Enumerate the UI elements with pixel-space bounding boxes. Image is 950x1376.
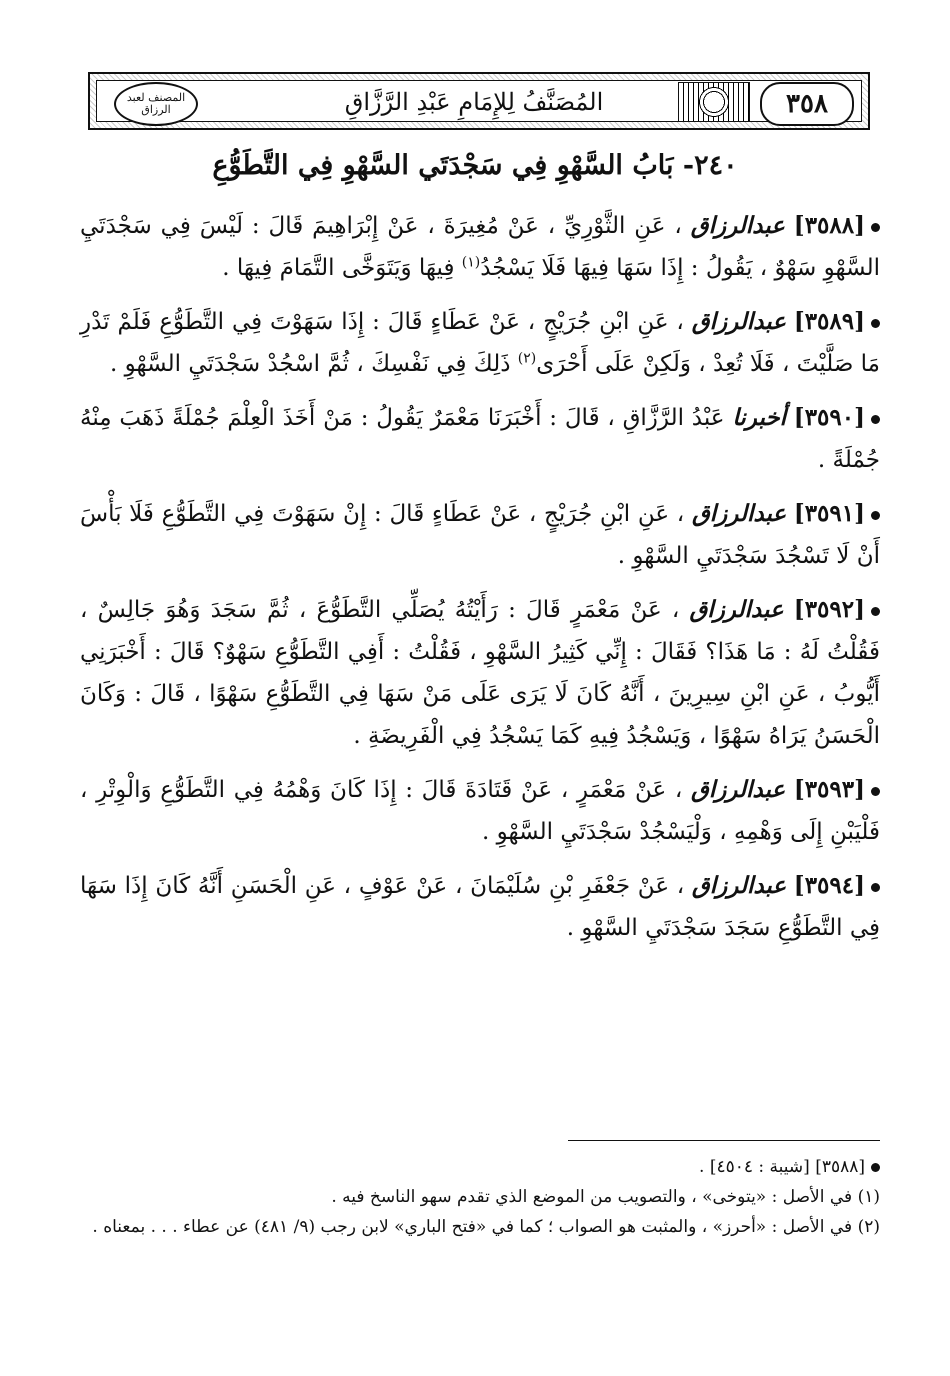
hadith-entry [80, 769, 880, 853]
hadith-number: [٣٥٨٩] [793, 308, 866, 335]
bullet-icon [871, 607, 880, 616]
hadith-text: ، عَنِ ابْنِ جُرَيْجٍ ، عَنْ عَطَاءٍ قَالَ : إِنْ سَهَوْتَ فِي التَّطَوُّعِ فَلَا بَأْسَ أَنْ لَا تَسْجُدَ سَجْدَتَيِ السَّهْوِ . [80, 501, 880, 569]
ornament-icon [678, 82, 750, 122]
narrator: عبدالرزاق [691, 500, 787, 527]
footnote-source-text: [٣٥٨٨] [شيبة : ٤٥٠٤] . [699, 1157, 865, 1177]
hadith-text: ، عَنْ مَعْمَرٍ ، عَنْ قَتَادَةَ قَالَ : إِذَا كَانَ وَهْمُهُ فِي التَّطَوُّعِ وَالْوِتْرِ ، فَلْيَبْنِ إِلَى وَهْمِهِ ، وَلْيَسْجُدْ سَجْدَتَيِ السَّهْوِ . [80, 777, 880, 845]
hadith-text-cont: ذَلِكَ فِي نَفْسِكَ ، ثُمَّ اسْجُدْ سَجْدَتَيِ السَّهْوِ . [110, 351, 511, 377]
seal-text: المصنف لعبد الرزاق [126, 91, 186, 116]
footnote-source [80, 1152, 880, 1182]
hadith-number: [٣٥٨٨] [793, 212, 865, 239]
bullet-icon [871, 787, 880, 796]
hadith-number: [٣٥٩٢] [793, 596, 865, 623]
narrator: عبدالرزاق [691, 872, 787, 899]
hadith-number: [٣٥٩٤] [793, 872, 865, 899]
narrator: عبدالرزاق [689, 596, 784, 623]
footnote-divider [568, 1140, 880, 1141]
bullet-icon [871, 883, 880, 892]
chapter-title: ٢٤٠- بَابُ السَّهْوِ فِي سَجْدَتَي السَّهْوِ فِي التَّطَوُّعِ [212, 150, 738, 181]
bullet-icon [871, 1163, 880, 1172]
hadith-entry [80, 205, 880, 289]
bullet-icon [871, 511, 880, 520]
hadith-entry [80, 493, 880, 577]
book-seal-logo [114, 82, 198, 126]
hadith-entry [80, 301, 880, 385]
hadith-text: ، عَنِ ابْنِ جُرَيْجٍ ، عَنْ عَطَاءٍ قَالَ : إِذَا سَهَوْتَ فِي التَّطَوُّعِ فَلَمْ تَدْرِ مَا صَلَّيْتَ ، فَلَا تُعِدْ ، وَلَكِنْ عَلَى أَحْرَى [80, 309, 880, 377]
hadith-text: ، عَنْ جَعْفَرِ بْنِ سُلَيْمَانَ ، عَنْ عَوْفٍ ، عَنِ الْحَسَنِ أَنَّهُ كَانَ إِذَا سَهَا فِي التَّطَوُّعِ سَجَدَ سَجْدَتَيِ السَّهْوِ . [80, 873, 880, 941]
footnotes [80, 1152, 880, 1242]
hadith-entry [80, 397, 880, 481]
narrator: عبدالرزاق [690, 212, 785, 239]
hadith-text: ، عَنِ الثَّوْرِيِّ ، عَنْ مُغِيرَةَ ، عَنْ إِبْرَاهِيمَ قَالَ : لَيْسَ فِي سَجْدَتَيِ السَّهْوِ سَهْوٌ ، يَقُولُ : إِذَا سَهَا فِيهَا فَلَا يَسْجُدُ [80, 213, 880, 281]
hadith-text-cont: فِيهَا وَيَتَوَخَّى التَّمَامَ فِيهَا . [222, 255, 455, 281]
footnote-2: (٢) في الأصل : «أحرز» ، والمثبت هو الصواب ؛ كما في «فتح الباري» لابن رجب (٩/ ٤٨١) عن عطاء . . . بمعناه . [92, 1217, 880, 1237]
narrator: عبدالرزاق [690, 776, 786, 803]
page-number: ٣٥٨ [760, 82, 854, 126]
hadith-entry [80, 589, 880, 757]
hadith-number: [٣٥٩٠] [793, 404, 865, 431]
running-title: المُصَنَّفُ لِلإِمَامِ عَبْدِ الرَّزَّاقِ [344, 88, 604, 116]
bullet-icon [871, 415, 880, 424]
hadith-entries [80, 205, 880, 949]
hadith-text: عَبْدُ الرَّزَّاقِ ، قَالَ : أَخْبَرَنَا مَعْمَرٌ يَقُولُ : مَنْ أَخَذَ الْعِلْمَ جُمْلَةً ذَهَبَ مِنْهُ جُمْلَةً . [80, 405, 880, 473]
page-header [88, 72, 870, 130]
narrator: أخبرنا [732, 404, 786, 431]
hadith-number: [٣٥٩١] [793, 500, 866, 527]
footnote-mark[interactable]: (١) [461, 254, 481, 271]
bullet-icon [871, 319, 880, 328]
footnote-1: (١) في الأصل : «يتوخى» ، والتصويب من الموضع الذي تقدم سهو الناسخ فيه . [331, 1187, 880, 1207]
hadith-number: [٣٥٩٣] [793, 776, 866, 803]
hadith-text: ، عَنْ مَعْمَرٍ قَالَ : رَأَيْتُهُ يُصَلِّي التَّطَوُّعَ ، ثُمَّ سَجَدَ وَهُوَ جَالِسٌ ، فَقُلْتُ لَهُ : مَا هَذَا؟ فَقَالَ : إِنِّي كَثِيرُ السَّهْوِ ، فَقُلْتُ : أَفِي التَّطَوُّعِ سَهْوٌ؟ قَالَ : أَخْبَرَنِي أَيُّوبُ ، عَنِ ابْنِ سِيرِينَ ، أَنَّهُ كَانَ لَا يَرَى عَلَى مَنْ سَهَا فِي التَّطَوُّعِ سَهْوًا ، قَالَ : وَكَانَ الْحَسَنُ يَرَاهُ سَهْوًا ، وَيَسْجُدُ فِيهِ كَمَا يَسْجُدُ فِي الْفَرِيضَةِ . [80, 597, 880, 749]
hadith-entry [80, 865, 880, 949]
bullet-icon [871, 223, 880, 232]
narrator: عبدالرزاق [691, 308, 786, 335]
footnote-mark[interactable]: (٢) [517, 350, 537, 367]
